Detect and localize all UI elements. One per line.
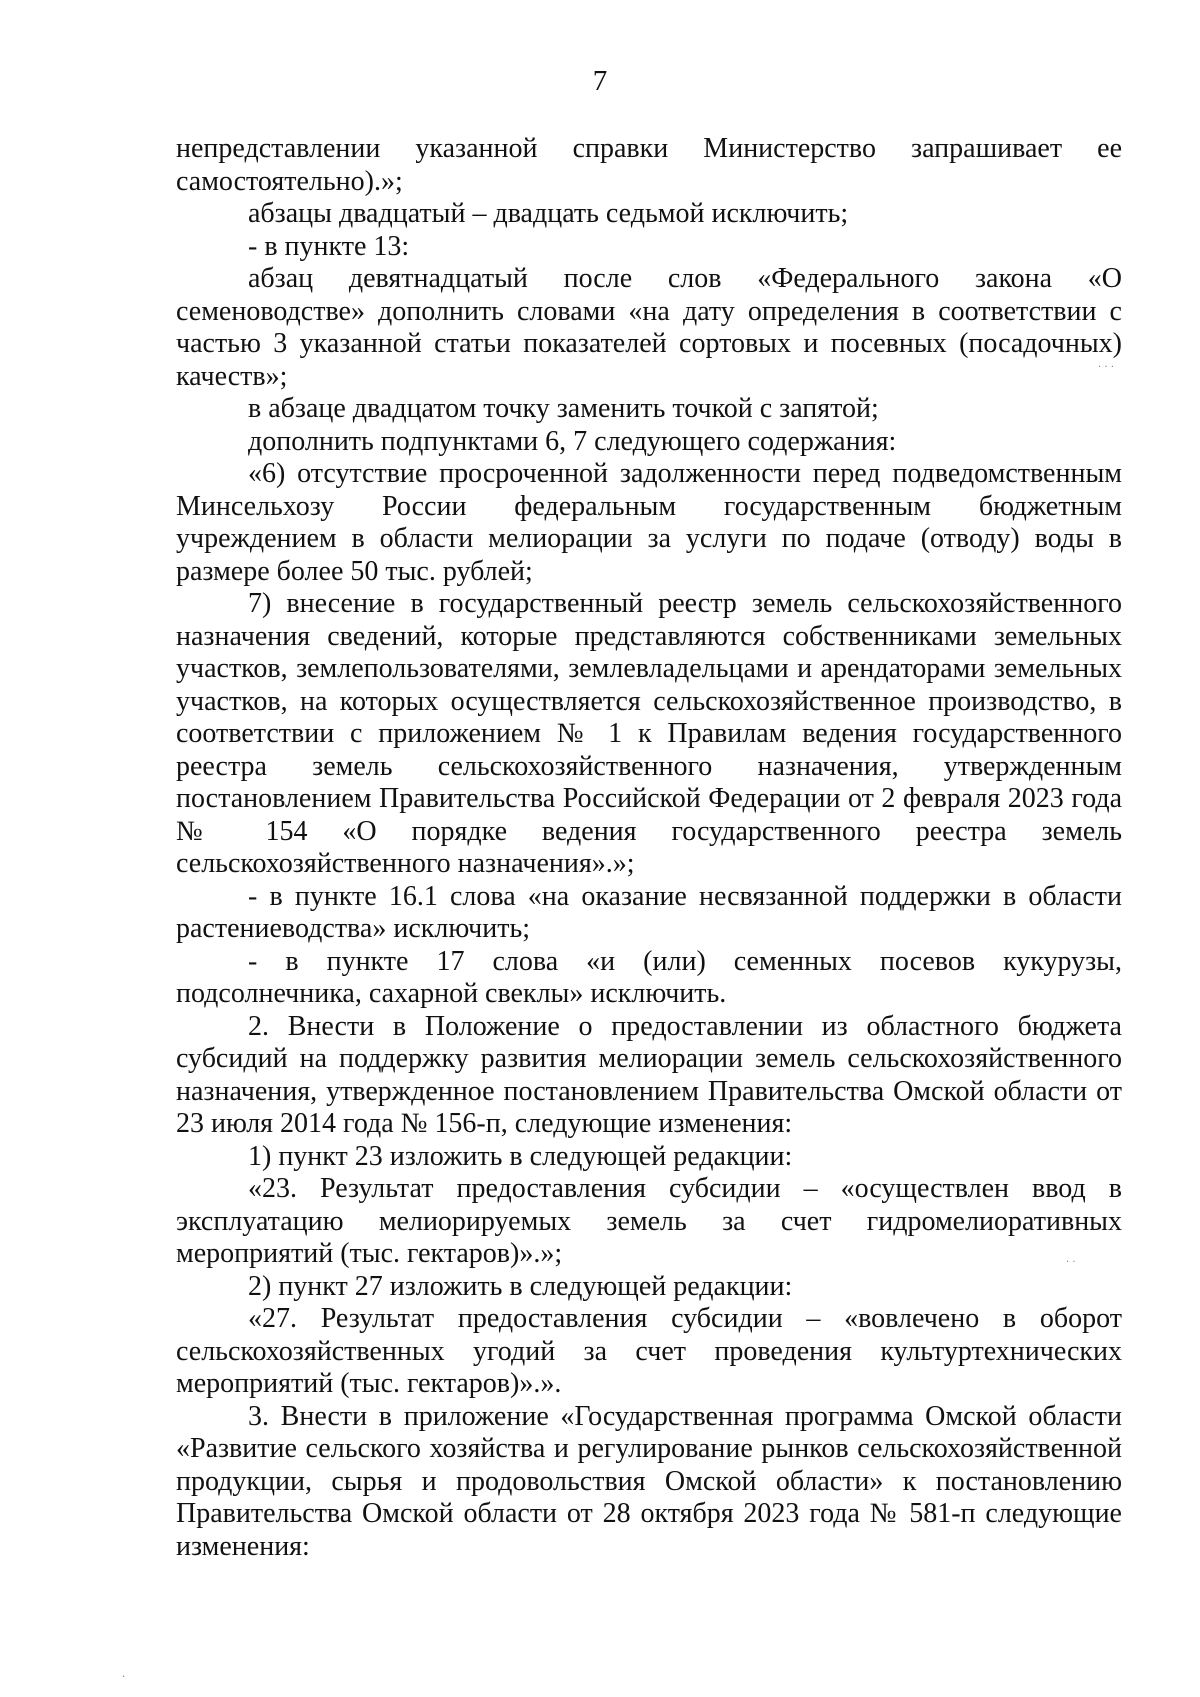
paragraph: «27. Результат предоставления субсидии – «вовлечено в оборот сельскохозяйственных угодий за счет проведения культуртехнических мероприятий (тыс. гектаров)».». xyxy=(176,1303,1122,1399)
paragraph: 2) пункт 27 изложить в следующей редакции: xyxy=(248,1270,793,1302)
paragraph: абзацы двадцатый – двадцать седьмой исключить; xyxy=(248,198,849,229)
paragraph: - в пункте 17 слова «и (или) семенных посевов кукурузы, подсолнечника, сахарной свеклы» исключить. xyxy=(176,945,1122,1009)
paragraph: дополнить подпунктами 6, 7 следующего содержания: xyxy=(248,425,897,457)
scan-speck: · xyxy=(122,1672,126,1683)
paragraph: «23. Результат предоставления субсидии – «осуществлен ввод в эксплуатацию мелиорируемых земель за счет гидромелиоративных мероприятий (тыс. гектаров)».»; xyxy=(176,1173,1122,1269)
paragraph: 1) пункт 23 изложить в следующей редакции: xyxy=(248,1140,793,1172)
scan-speck: · · xyxy=(1066,1257,1076,1268)
paragraph: 3. Внести в приложение «Государственная программа Омской области «Развитие сельского хозяйства и регулирование рынков сельскохозяйственной продукции, сырья и продовольствия Омской области» к постановлению Правительства Омской области от 28 октября 2023 года № 581-п следующие изменения: xyxy=(176,1400,1122,1562)
paragraph: в абзаце двадцатом точку заменить точкой с запятой; xyxy=(248,393,879,424)
paragraph: - в пункте 16.1 слова «на оказание несвязанной поддержки в области растениеводства» исключить; xyxy=(176,880,1122,944)
paragraph: - в пункте 13: xyxy=(248,230,410,262)
scan-speck: · · · xyxy=(1098,362,1114,373)
paragraph: 7) внесение в государственный реестр земель сельскохозяйственного назначения сведений, которые представляются собственниками земельных участков, землепользователями, землевладельцами и арендаторами земельных участков, на которых осуществляется сельскохозяйственное производство, в соответствии с приложением № 1 к Правилам ведения государственного реестра земель сельскохозяйственного назначения, утвержденным постановлением Правительства Российской Федерации от 2 февраля 2023 года № 154 «О порядке ведения государственного реестра земель сельскохозяйственного назначения».»; xyxy=(176,588,1122,879)
paragraph: 2. Внести в Положение о предоставлении из областного бюджета субсидий на поддержку развития мелиорации земель сельскохозяйственного назначения, утвержденное постановлением Правительства Омской области от 23 июля 2014 года № 156-п, следующие изменения: xyxy=(176,1010,1122,1139)
paragraph: абзац девятнадцатый после слов «Федерального закона «О семеноводстве» дополнить словами «на дату определения в соответствии с частью 3 указанной статьи показателей сортовых и посевных (посадочных) качеств»; xyxy=(176,263,1122,392)
paragraph: «6) отсутствие просроченной задолженности перед подведомственным Минсельхозу России федеральным государственным бюджетным учреждением в области мелиорации за услуги по подаче (отводу) воды в размере более 50 тыс. рублей; xyxy=(176,458,1122,587)
paragraph-continuation: непредставлении указанной справки Министерство запрашивает ее самостоятельно).»; xyxy=(176,133,1122,197)
document-body xyxy=(176,133,1122,1563)
page-number: 7 xyxy=(592,65,608,97)
